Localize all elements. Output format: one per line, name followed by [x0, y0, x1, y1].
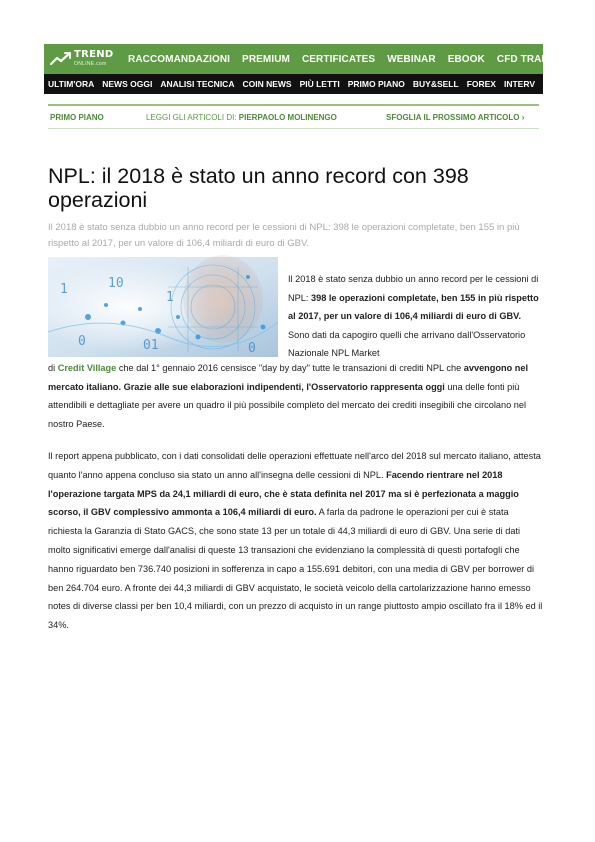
top-nav-ebook[interactable]: EBOOK [447, 53, 485, 65]
sec-nav-ultimora[interactable]: ULTIM'ORA [48, 79, 95, 89]
top-nav-premium[interactable]: PREMIUM [242, 53, 290, 65]
sec-nav-buy-sell[interactable]: BUY&SELL [412, 79, 459, 89]
p1-text-bold-2: avvengono nel mercato italiano. Grazie alle sue elaborazioni indipendenti, l'Osservatorio rappresenta oggi [48, 363, 529, 392]
top-nav-items [128, 44, 579, 74]
svg-text:0: 0 [78, 334, 86, 349]
article-meta-bar [44, 104, 543, 130]
sec-nav-coin-news[interactable]: COIN NEWS [242, 79, 292, 89]
p1-text-bold: 398 le operazioni completate, ben 155 in più rispetto al 2017, per un valore di 106,4 miliardi di euro di GBV. [288, 292, 539, 322]
sec-nav-news-oggi[interactable]: NEWS OGGI [102, 79, 153, 89]
author-prefix: LEGGI GLI ARTICOLI DI: [146, 113, 237, 122]
secondary-navigation-bar [44, 74, 543, 94]
sec-nav-piu-letti[interactable]: PIÙ LETTI [299, 79, 340, 89]
sec-nav-primo-piano[interactable]: PRIMO PIANO [347, 79, 405, 89]
article-lead: Il 2018 è stato senza dubbio un anno record per le cessioni di NPL: 398 le operazioni completate, ben 155 in più rispetto al 2017, per un valore di 106,4 miliardi di euro di GBV. [48, 222, 520, 249]
meta-bar-top-divider [48, 104, 539, 106]
paragraph-2 [48, 447, 544, 635]
svg-text:1: 1 [60, 282, 68, 297]
p1-text-a: Il 2018 è stato senza dubbio un anno record per le cessioni di NPL: [288, 274, 539, 303]
sec-nav-forex[interactable]: FOREX [466, 79, 496, 89]
top-nav-cfd-trading[interactable]: CFD TRADING [496, 53, 567, 65]
paragraph-1-bottom [48, 359, 544, 433]
section-link[interactable]: PRIMO PIANO [50, 113, 104, 122]
article-image [48, 257, 278, 357]
article-title: NPL: il 2018 è stato un anno record con 398 operazioni [48, 164, 469, 212]
author-name: PIERPAOLO MOLINENGO [238, 113, 337, 122]
svg-text:10: 10 [108, 276, 124, 291]
trend-arrow-icon [50, 51, 72, 67]
article-image-graphic [48, 257, 278, 357]
p1-text-d: di [48, 363, 58, 373]
p1-text-f: che dal 1° gennaio 2016 censisce "day by day" tutte le transazioni di crediti NPL che [116, 363, 464, 373]
site-logo[interactable] [50, 48, 122, 70]
logo-domain: ONLINE.com [74, 61, 107, 67]
secondary-nav-items [48, 74, 543, 94]
p2-text-c: A farla da padrone le operazioni per cui è stata richiesta la Garanzia di Stato GACS, che sono state 13 per un totale di 44,3 miliardi di euro di GBV. Una serie di dati molto significativi emerge dall'analisi di queste 13 transazioni che evidenziano la complessità di questi portafogli che hanno riguardato ben 736.740 posizioni in sofferenza in capo a 155.691 debitori, con una media di GBV per borrower di ben 264.704 euro. A fronte dei 44,3 miliardi di GBV acquistato, le società veicolo della cartolarizzazione hanno emesso notes di diverse classi per ben 10,4 miliardi, con un prezzo di acquisto in un range piuttosto ampio oscillato fra il 18% ed il 34%. [48, 507, 543, 631]
author-link[interactable] [146, 113, 337, 122]
p2-text-bold: Facendo rientrare nel 2018 l'operazione targata MPS da 24,1 miliardi di euro, che è stata definita nel 2017 ma si è perfezionata a maggio scorso, il GBV complessivo ammonta a 106,4 miliardi di euro. [48, 469, 519, 518]
top-nav-webinar[interactable]: WEBINAR [387, 53, 436, 65]
next-article-link[interactable]: SFOGLIA IL PROSSIMO ARTICOLO › [386, 113, 525, 122]
top-nav-raccomandazioni[interactable]: RACCOMANDAZIONI [128, 53, 231, 65]
p2-text-a: Il report appena pubblicato, con i dati consolidati delle operazioni effettuate nell'arco del 2018 sul mercato italiano, attesta quanto l'anno appena concluso sia stato un anno all'insegna delle cessioni di NPL. [48, 451, 541, 480]
svg-text:0: 0 [248, 341, 256, 356]
top-navigation-bar [44, 44, 567, 74]
svg-text:1: 1 [166, 290, 174, 305]
top-nav-certificates[interactable]: CERTIFICATES [301, 53, 376, 65]
svg-text:01: 01 [143, 338, 159, 353]
sec-nav-interviste[interactable]: INTERV [503, 79, 535, 89]
credit-village-link[interactable]: Credit Village [57, 363, 117, 373]
p1-text-c: Sono dati da capogiro quelli che arrivano dall'Osservatorio Nazionale NPL Market [288, 329, 526, 359]
paragraph-1-top [288, 270, 540, 363]
logo-name: TREND [74, 49, 114, 60]
p1-text-h: una delle fonti più attendibili e dettagliate per avere un quadro il più possibile completo del mercato dei crediti insegibili che circolano nel nostro Paese. [48, 381, 527, 429]
meta-bar-bottom-divider [48, 128, 539, 129]
sec-nav-analisi-tecnica[interactable]: ANALISI TECNICA [160, 79, 235, 89]
